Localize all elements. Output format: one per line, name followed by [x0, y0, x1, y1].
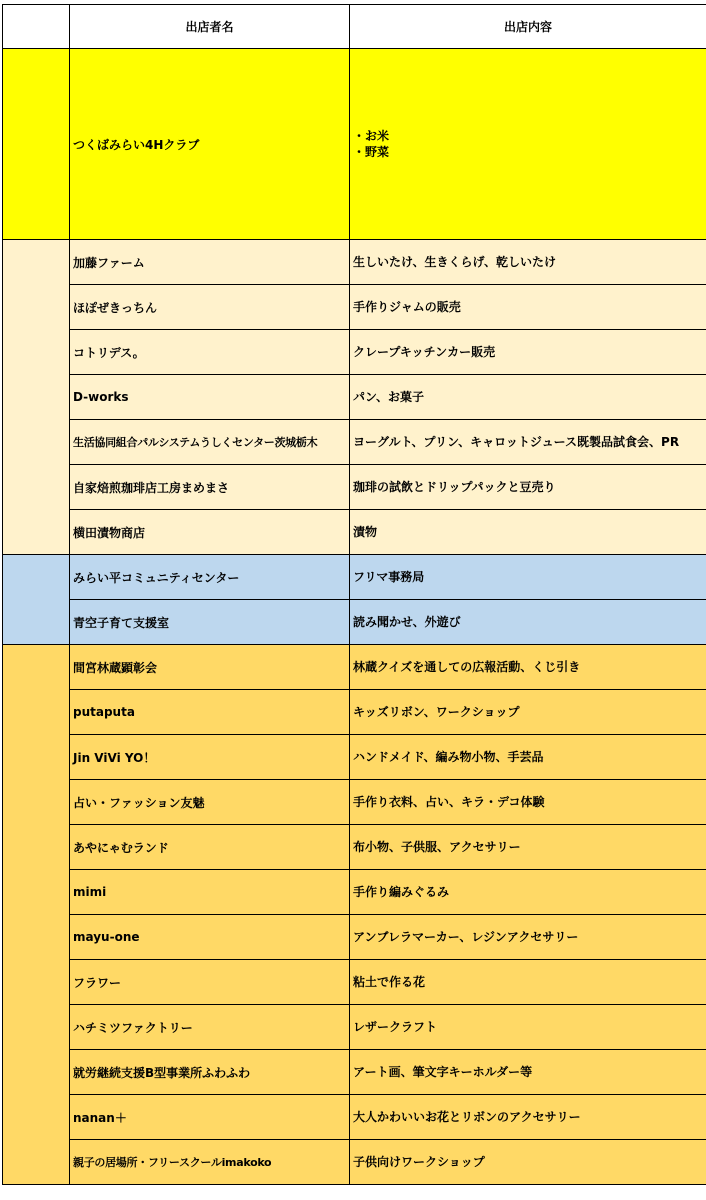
vendor-name-cell[interactable]: putaputa [70, 690, 350, 735]
content-line: アンブレラマーカー、レジンアクセサリー [353, 930, 579, 944]
table-row [3, 1005, 706, 1050]
table-row [3, 420, 706, 465]
table-row [3, 330, 706, 375]
vendor-name-cell[interactable]: 横田漬物商店 [70, 510, 350, 555]
table-row [3, 645, 706, 690]
vendor-name-cell[interactable]: 間宮林蔵顕彰会 [70, 645, 350, 690]
vendor-name-cell[interactable]: ハチミツファクトリー [70, 1005, 350, 1050]
vendor-name-cell[interactable]: Jin ViVi YO！ [70, 735, 350, 780]
header-row [3, 5, 706, 49]
vendor-content-cell[interactable] [350, 1050, 706, 1095]
vendor-content-cell[interactable] [350, 240, 706, 285]
vendor-name-cell[interactable]: フラワー [70, 960, 350, 1005]
table-row [3, 1140, 706, 1185]
group-color-cell[interactable] [3, 240, 70, 555]
content-line: 子供向けワークショップ [353, 1155, 485, 1169]
vendor-name-cell[interactable]: あやにゃむランド [70, 825, 350, 870]
content-line: ヨーグルト、プリン、キャロットジュース既製品試食会、PR [353, 435, 680, 449]
vendor-content-cell[interactable] [350, 600, 706, 645]
vendor-content-cell[interactable] [350, 645, 706, 690]
vendor-content-cell[interactable] [350, 960, 706, 1005]
vendor-content-cell[interactable] [350, 825, 706, 870]
content-line: 手作り衣料、占い、キラ・デコ体験 [353, 795, 545, 809]
table-row [3, 960, 706, 1005]
group-color-cell[interactable] [3, 555, 70, 645]
content-line: 手作りジャムの販売 [353, 300, 461, 314]
table-row [3, 285, 706, 330]
content-line: キッズリボン、ワークショップ [353, 705, 520, 719]
content-line: 布小物、子供服、アクセサリー [353, 840, 521, 854]
table-row [3, 1095, 706, 1140]
content-line: フリマ事務局 [353, 570, 425, 584]
content-line: ・野菜 [353, 145, 390, 159]
content-line: クレープキッチンカー販売 [353, 345, 496, 359]
vendor-content-cell[interactable] [350, 735, 706, 780]
vendor-spreadsheet [2, 4, 706, 1185]
content-line: 珈琲の試飲とドリップパックと豆売り [353, 480, 556, 494]
vendor-content-cell[interactable] [350, 510, 706, 555]
vendor-name-cell[interactable]: mimi [70, 870, 350, 915]
vendor-content-cell[interactable] [350, 690, 706, 735]
header-name-cell[interactable]: 出店者名 [70, 5, 350, 49]
content-line: ハンドメイド、編み物小物、手芸品 [353, 750, 544, 764]
vendor-content-cell[interactable] [350, 1140, 706, 1185]
vendor-content-cell[interactable] [350, 375, 706, 420]
table-row [3, 240, 706, 285]
vendor-name-cell[interactable]: 占い・ファッション友魅 [70, 780, 350, 825]
content-line: レザークラフト [353, 1020, 438, 1034]
group-color-cell[interactable] [3, 49, 70, 240]
content-line: ・お米 [353, 129, 390, 143]
table-row [3, 465, 706, 510]
vendor-name-cell[interactable]: ほぽぜきっちん [70, 285, 350, 330]
group-color-cell[interactable] [3, 645, 70, 1185]
vendor-content-cell[interactable] [350, 285, 706, 330]
vendor-name-cell[interactable]: 親子の居場所・フリースクールimakoko [70, 1140, 350, 1185]
vendor-content-cell[interactable] [350, 420, 706, 465]
vendor-content-cell[interactable] [350, 870, 706, 915]
vendor-content-cell[interactable] [350, 780, 706, 825]
content-line: 手作り編みぐるみ [353, 885, 450, 899]
vendor-content-cell[interactable] [350, 915, 706, 960]
table-row [3, 555, 706, 600]
table-row [3, 780, 706, 825]
content-line: パン、お菓子 [353, 390, 425, 404]
vendor-content-cell[interactable] [350, 49, 706, 240]
table-row [3, 735, 706, 780]
vendor-content-cell[interactable] [350, 465, 706, 510]
content-line: 林蔵クイズを通しての広報活動、くじ引き [353, 660, 581, 674]
content-line: 生しいたけ、生きくらげ、乾しいたけ [353, 255, 557, 269]
table-row [3, 825, 706, 870]
vendor-name-cell[interactable]: mayu-one [70, 915, 350, 960]
content-line: アート画、筆文字キーホルダー等 [353, 1065, 533, 1079]
header-group-cell[interactable] [3, 5, 70, 49]
vendor-content-cell[interactable] [350, 555, 706, 600]
table-row [3, 915, 706, 960]
vendor-name-cell[interactable]: 青空子育て支援室 [70, 600, 350, 645]
content-line: 大人かわいいお花とリボンのアクセサリー [353, 1110, 581, 1124]
vendor-content-cell[interactable] [350, 330, 706, 375]
table-row [3, 49, 706, 240]
vendor-name-cell[interactable]: コトリデス。 [70, 330, 350, 375]
vendor-name-cell[interactable]: 加藤ファーム [70, 240, 350, 285]
content-line: 漬物 [353, 525, 378, 539]
vendor-content-cell[interactable] [350, 1005, 706, 1050]
vendor-name-cell[interactable]: 自家焙煎珈琲店工房まめまさ [70, 465, 350, 510]
vendor-content-cell[interactable] [350, 1095, 706, 1140]
table-row [3, 375, 706, 420]
vendor-name-cell[interactable]: 生活協同組合パルシステムうしくセンター茨城栃木 [70, 420, 350, 465]
vendor-name-cell[interactable]: D-works [70, 375, 350, 420]
table-row [3, 690, 706, 735]
table-row [3, 510, 706, 555]
vendor-name-cell[interactable]: 就労継続支援B型事業所ふわふわ [70, 1050, 350, 1095]
content-line: 読み聞かせ、外遊び [353, 615, 461, 629]
content-line: 粘土で作る花 [353, 975, 426, 989]
vendor-name-cell[interactable]: nanan＋ [70, 1095, 350, 1140]
vendor-name-cell[interactable]: つくばみらい4Hクラブ [70, 49, 350, 240]
table-row [3, 870, 706, 915]
vendor-name-cell[interactable]: みらい平コミュニティセンター [70, 555, 350, 600]
vendor-table [2, 4, 706, 1185]
table-row [3, 600, 706, 645]
table-body [3, 49, 706, 1185]
table-row [3, 1050, 706, 1095]
header-content-cell[interactable]: 出店内容 [350, 5, 706, 49]
